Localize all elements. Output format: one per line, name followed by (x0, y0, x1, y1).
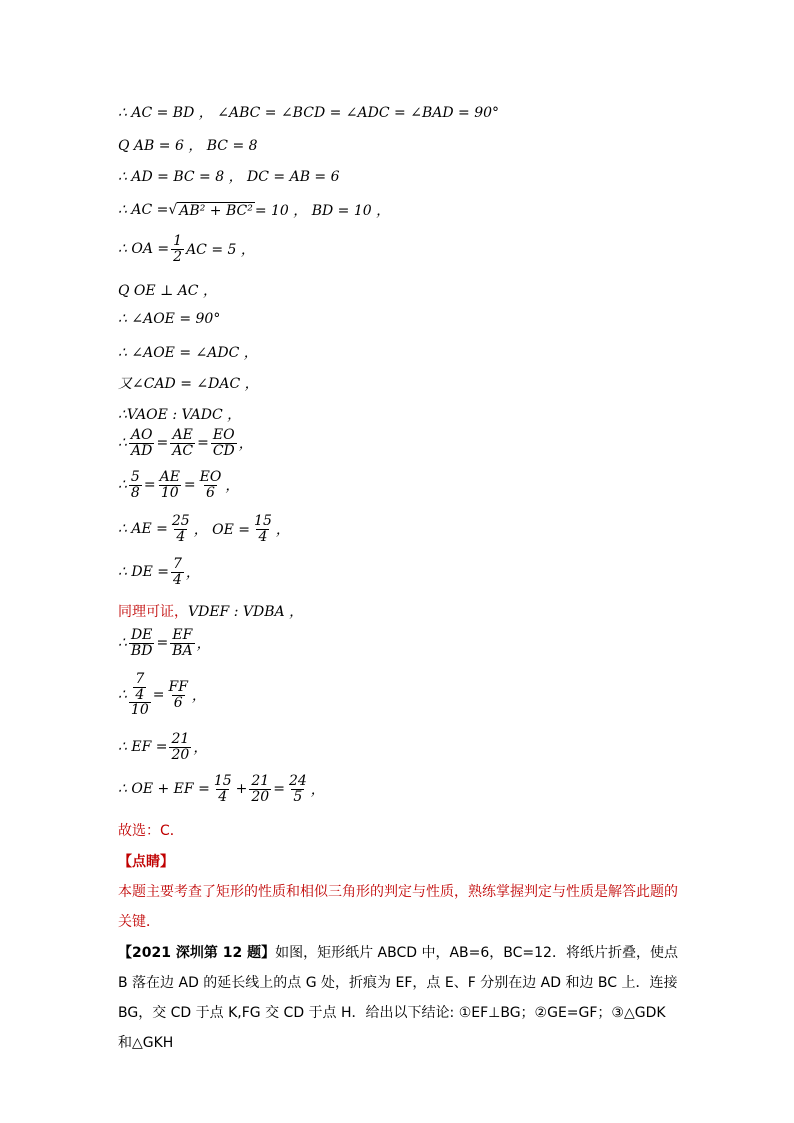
frac-num: EO (212, 427, 235, 443)
fraction-half (171, 234, 184, 264)
frac-num: DE (130, 627, 153, 643)
frac-num: AE (159, 469, 180, 485)
sqrt-expression: √ AB² + BC² (168, 201, 253, 219)
solution-line-2: Q AB = 6 ， BC = 8 (118, 138, 258, 154)
frac-den: 10 (130, 702, 149, 719)
fraction (170, 628, 194, 658)
solution-line-8: ∴ ∠AOE = ∠ADC ， (118, 345, 258, 361)
problem-text: 如图，矩形纸片 ABCD 中，AB=6，BC=12．将纸片折叠，使点 B 落在边 AD 的延长线上的点 G 处，折痕为 EF，点 E、F 分别在边 AD 和边 BC 上．连接 BG，交 CD 于点 K,FG 交 CD 于点 H．给出以下结论: ①EF⊥BG；②GE=GF；③△GDK 和△GKH (118, 945, 678, 1051)
fraction (169, 732, 191, 762)
solution-line-10: ∴VAOE : VADC ， (118, 407, 242, 423)
comma: ， (275, 522, 290, 539)
solution-line-19: ∴ OE + EF = $\frac{15}{4}$ + $\frac{21}{20}$ = $\frac{24}{5}$ ， (118, 773, 325, 805)
fraction (166, 680, 189, 710)
frac-den: AC (172, 442, 194, 459)
frac-num: AE (172, 427, 193, 443)
frac-num: 15 (213, 773, 232, 789)
fraction (171, 557, 184, 587)
solution-line-7: ∴ ∠AOE = 90° (118, 311, 221, 327)
line5-prefix: ∴ OA = (118, 241, 170, 258)
fraction (212, 774, 234, 804)
line4-prefix: ∴ AC = (118, 202, 169, 218)
fraction (129, 628, 155, 658)
frac-num: 1 (173, 233, 183, 249)
frac-den: BA (172, 642, 193, 659)
frac-num (129, 672, 150, 702)
comma: ， (185, 565, 200, 582)
solution-line-5 (118, 234, 255, 264)
line13-mid: ， OE = (193, 522, 251, 539)
fraction (249, 774, 271, 804)
fraction (170, 514, 192, 544)
problem-tag: 【2021 深圳第 12 题】 (118, 945, 276, 961)
solution-line-16: ∴ $\frac{DE}{BD}$ = $\frac{EF}{BA}$ ， (118, 627, 211, 659)
therefore: ∴ (118, 435, 127, 452)
solution-line-18 (118, 732, 207, 762)
frac-num: 24 (288, 773, 307, 789)
frac-den: 4 (135, 686, 145, 703)
sqrt-radicand: AB² + BC² (179, 202, 253, 219)
frac-den: 4 (176, 528, 186, 545)
fraction (170, 428, 195, 458)
comma: ， (193, 740, 208, 757)
fraction (211, 428, 237, 458)
solution-line-9: 又∠CAD = ∠DAC ， (118, 376, 259, 392)
frac-den: 20 (171, 746, 190, 763)
frac-den: AD (131, 442, 153, 459)
frac-den: 5 (293, 788, 303, 805)
solution-line-1: ∴ AC = BD ， ∠ABC = ∠BCD = ∠ADC = ∠BAD = 90° (118, 105, 500, 121)
therefore: ∴ (118, 687, 127, 704)
similar-proof-label: 同理可证， (118, 604, 188, 620)
dianjing-heading: 【点睛】 (118, 854, 174, 870)
comma: ， (196, 636, 211, 653)
line18-prefix: ∴ EF = (118, 739, 168, 756)
frac-den: 10 (160, 484, 179, 501)
solution-line-6: Q OE ⊥ AC ， (118, 283, 217, 299)
frac-den: 6 (206, 484, 215, 501)
line5-suffix: AC = 5 ， (186, 242, 255, 259)
line19-prefix: ∴ OE + EF = (118, 781, 210, 798)
comma: ， (225, 478, 240, 495)
frac-num: 7 (172, 556, 182, 572)
solution-line-3: ∴ AD = BC = 8 ， DC = AB = 6 (118, 169, 340, 185)
answer-line: 故选：C． (118, 823, 184, 839)
summary-paragraph: 本题主要考查了矩形的性质和相似三角形的判定与性质，熟练掌握判定与性质是解答此题的关键． (118, 884, 678, 930)
frac-num: 15 (254, 513, 272, 529)
frac-num: 5 (130, 469, 140, 485)
fraction (198, 470, 224, 500)
frac-num: 7 (135, 671, 145, 687)
frac-den: 20 (251, 788, 270, 805)
solution-line-11: ∴ $\frac{AO}{AD}$ = $\frac{AE}{AC}$ = $\frac{EO}{CD}$ ， (118, 427, 253, 459)
solution-line-14 (118, 557, 200, 587)
line4-suffix: = 10 ， BD = 10 ， (254, 203, 391, 219)
solution-line-4 (118, 200, 390, 220)
next-problem-paragraph (118, 938, 678, 1058)
solution-line-15 (118, 601, 303, 621)
fraction (129, 428, 155, 458)
inner-fraction (133, 672, 146, 702)
comma: ， (238, 436, 253, 453)
comma: ， (191, 688, 206, 705)
frac-den: CD (212, 442, 235, 459)
line13-prefix: ∴ AE = (118, 521, 168, 538)
frac-num: 21 (171, 731, 190, 747)
comma: ， (310, 782, 325, 799)
frac-den: 6 (173, 694, 183, 711)
frac-num: 21 (251, 773, 270, 789)
solution-line-17: ∴ $\frac{\frac{7}{4}}{10}$ = $\frac{FF}{6}$ ， (118, 671, 206, 719)
frac-num: FF (168, 678, 188, 695)
similar-triangles: VDEF : VDBA ， (188, 604, 304, 620)
line14-prefix: ∴ DE = (118, 564, 169, 581)
frac-den: 4 (218, 788, 228, 805)
solution-line-13 (118, 514, 290, 544)
fraction (287, 774, 309, 804)
frac-den: 4 (258, 528, 268, 545)
fraction (129, 470, 142, 500)
frac-den: 4 (172, 571, 182, 588)
frac-num: AO (130, 427, 153, 443)
frac-den: BD (130, 642, 153, 659)
fraction (252, 514, 274, 544)
therefore: ∴ (118, 477, 127, 494)
compound-fraction (129, 672, 151, 718)
frac-num: EO (199, 469, 222, 485)
frac-num: 25 (171, 513, 190, 529)
frac-num: EF (172, 627, 193, 643)
solution-line-12: ∴ $\frac{5}{8}$ = $\frac{AE}{10}$ = $\frac{EO}{6}$ ， (118, 469, 240, 501)
frac-den: 8 (130, 484, 140, 501)
therefore: ∴ (118, 635, 127, 652)
frac-den: 2 (173, 248, 183, 265)
fraction (158, 470, 182, 500)
